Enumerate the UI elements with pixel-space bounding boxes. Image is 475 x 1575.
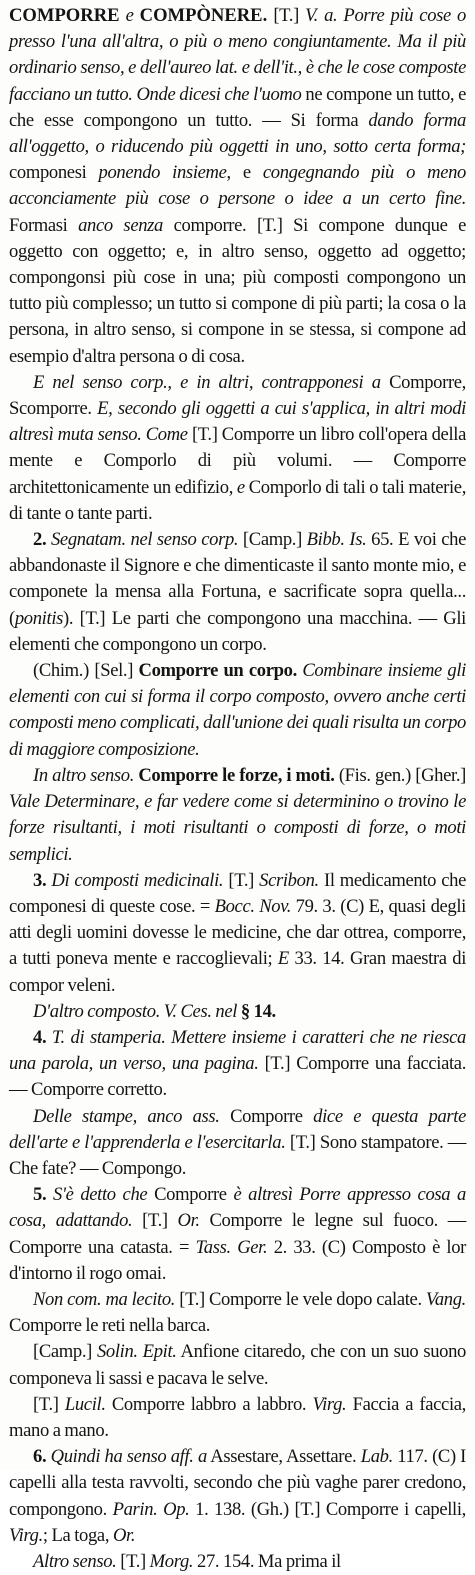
citation-ref: Morg. xyxy=(149,1550,194,1572)
paragraph-chim: (Chim.) [Sel.] Comporre un corpo. Combinare insieme gli elementi con cui si forma il corpo composto, ovvero anche certi composti meno complicati, dall'unione dei quali risulta un corpo di maggiore composizione. xyxy=(9,660,466,760)
citation-ref: Parin. Op. xyxy=(112,1498,190,1520)
sense-2: 2. Segnatam. nel senso corp. [Camp.] Bibb. Is. 65. E voi che abbandonaste il Signore e che dimenticaste il santo monte mio, e componete la mensa alla Fortuna, e sacrificate sopra quella... (ponitis). [T.] Le parti che compongono una macchina. — Gli elementi che compongono un corpo. xyxy=(9,529,467,655)
citation-ref: Tass. Ger. xyxy=(195,1236,268,1258)
paragraph-last: Altro senso. [T.] Morg. 27. 154. Ma prima il xyxy=(33,1550,341,1572)
paragraph-stampe: Delle stampe, anco ass. Comporre dice e questa parte dell'arte e l'apprenderla e l'esercitarla. [T.] Sono stampatore. — Che fate? — Compongo. xyxy=(9,1105,467,1179)
citation-ref: Virg. xyxy=(9,1524,43,1546)
paragraph-altro-composto: D'altro composto. V. Ces. nel § 14. xyxy=(33,1000,276,1022)
sense-3: 3. Di composti medicinali. [T.] Scribon. Il medicamento che componesi di queste cose. = Bocc. Nov. 79. 3. (C) E, quasi degli atti degli uomini dovesse le medicine, che dar ottrea, comporre, a tutti poneva mente e raccoglievali; E 33. 14. Gran maestra di compor veleni. xyxy=(9,869,467,996)
citation-ref: Bocc. Nov. xyxy=(214,895,292,917)
paragraph-non-com: Non com. ma lecito. [T.] Comporre le vele dopo calate. Vang. Comporre le reti nella barca. xyxy=(9,1288,466,1337)
citation-ref: Scribon. xyxy=(259,869,319,891)
grammar-label: V. a. xyxy=(305,5,338,26)
paragraph-corp: E nel senso corp., e in altri, contrapponesi a Comporre, Scomporre. E, secondo gli oggetti a cui s'applica, in altri modi altresì muta senso. Come [T.] Comporre un libro coll'opera della mente e Comporlo di più volumi. — Comporre architettonicamente un edifizio, e Comporlo di tali o tali materie, di tante o tante parti. xyxy=(9,371,467,524)
definition: Porre più cose o presso l'una all'altra, o più o meno congiuntamente. Ma il più ordinario senso, e dell'aureo lat. e dell'it., è che le cose composte facciano un tutto. Onde dicesi che l'uomo xyxy=(9,5,466,105)
sense-number: 6. xyxy=(33,1446,47,1468)
citation-ref: Lab. xyxy=(360,1446,393,1468)
paragraph-forze: In altro senso. Comporre le forze, i moti. (Fis. gen.) [Gher.] Vale Determinare, e far vedere come si determinino o trovino le forze risultanti, i moti risultanti o composti di forze, o moti semplici. xyxy=(9,764,466,865)
sense-6: 6. Quindi ha senso aff. a Assestare, Assettare. Lab. 117. (C) I capelli alla testa ravvolti, secondo che più vaghe parer credono, compongono. Parin. Op. 1. 138. (Gh.) [T.] Comporre i capelli, Virg.; La toga, Or. xyxy=(9,1446,467,1546)
sense-number: 5. xyxy=(33,1184,47,1206)
citation-ref: E xyxy=(277,948,289,970)
bold-phrase: Comporre un corpo. xyxy=(138,660,297,682)
citation-ref: Virg. xyxy=(312,1393,347,1415)
bold-phrase: Comporre le forze, i moti. xyxy=(134,764,335,786)
citation-ref: Or. xyxy=(177,1210,200,1232)
headword: COMPORRE xyxy=(9,5,120,26)
citation-ref: Or. xyxy=(112,1524,136,1546)
citation-ref: Lucil. xyxy=(64,1393,106,1415)
headword-variant: COMPÒNERE. xyxy=(139,5,268,26)
entry-main: COMPORRE e COMPÒNERE. [T.] V. a. Porre più cose o presso l'una all'altra, o più o meno congiuntamente. Ma il più ordinario senso, e dell'aureo lat. e dell'it., è che le cose composte facciano un tutto. Onde dicesi che l'uomo ne compone un tutto, e che esse compongono un tutto. — Si forma dando forma all'oggetto, o riducendo più oggetti in uno, sotto certa forma; componesi ponendo insieme, e congegnando più o meno acconciamente più cose o persone o idee a un certo fine. Formasi anco senza comporre. [T.] Si compone dunque e oggetto con oggetto; e, in altro senso, oggetto ad oggetto; compongonsi più cose in una; più composti compongono un tutto più complesso; un tutto si compone di più parti; la cosa o la persona, in altro senso, si compone in se stessa, si compone ad esempio d'altra persona o di cosa. xyxy=(9,5,466,367)
paragraph-solin: [Camp.] Solin. Epit. Anfione citaredo, che con un suo suono componeva li sassi e pacava le selve. xyxy=(9,1341,466,1389)
citation-ref: Bibb. Is. xyxy=(306,529,367,551)
paragraph-lucil: [T.] Lucil. Comporre labbro a labbro. Virg. Faccia a faccia, mano a mano. xyxy=(9,1393,466,1441)
sense-number: 4. xyxy=(33,1026,47,1048)
sense-number: 3. xyxy=(33,869,47,891)
sense-number: 2. xyxy=(33,529,47,551)
sense-4: 4. T. di stamperia. Mettere insieme i caratteri che ne riesca una parola, un verso, una pagina. [T.] Comporre una facciata. — Comporre corretto. xyxy=(9,1026,466,1101)
citation-ref: Solin. Epit. xyxy=(96,1341,177,1363)
sense-5: 5. S'è detto che Comporre è altresì Porre appresso cosa a cosa, adattando. [T.] Or. Comporre le legne sul fuoco. — Comporre una catasta. = Tass. Ger. 2. 33. (C) Composto è lor d'intorno il rogo omai. xyxy=(9,1184,466,1284)
citation-ref: Vang. xyxy=(425,1288,466,1310)
